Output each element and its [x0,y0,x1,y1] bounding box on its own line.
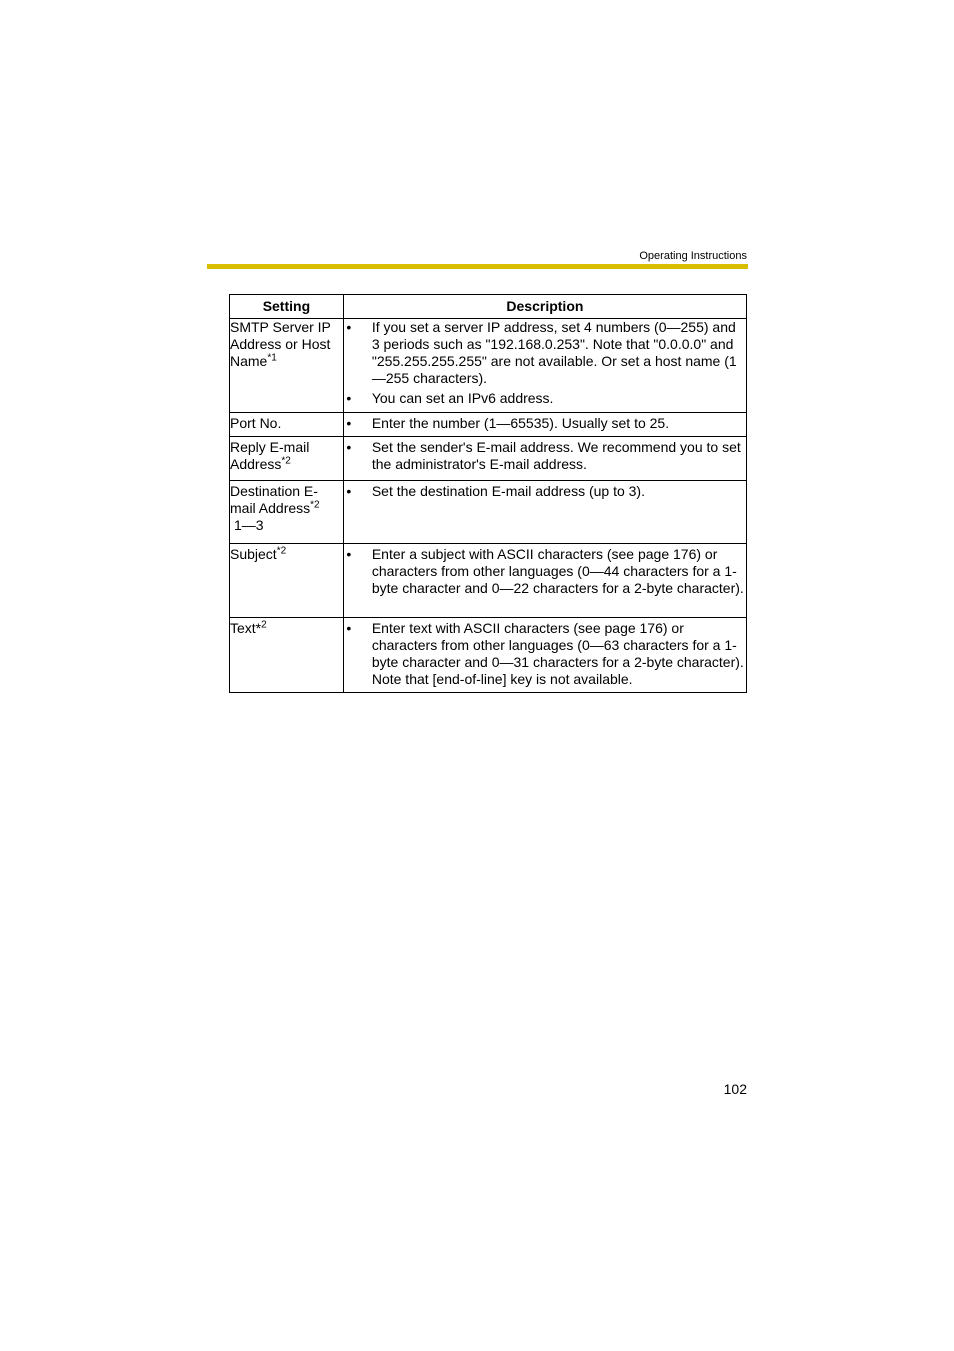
bullet-glyph: • [346,319,352,335]
setting-name: Destination E-mail Address [230,483,318,516]
bullet-glyph: • [346,439,352,455]
list-item: • You can set an IPv6 address. [344,390,746,407]
description-cell [343,413,746,437]
footnote-ref: *1 [267,352,277,364]
footnote-ref: 2 [261,619,267,631]
description-cell [343,481,746,544]
running-header: Operating Instructions [639,250,747,262]
list-item: • If you set a server IP address, set 4 numbers (0—255) and 3 periods such as "192.168.0.253". Note that "0.0.0.0" and "255.255.255.255" are not available. Or set a host name (1—255 characters). [344,319,746,387]
setting-cell [230,413,344,437]
list-item: • Set the destination E-mail address (up to 3). [344,483,746,500]
header-rule [207,264,748,269]
list-item: • Set the sender's E-mail address. We recommend you to set the administrator's E-mail address. [344,439,746,473]
description-cell [343,437,746,481]
setting-cell [230,437,344,481]
table-row [230,413,747,437]
page-number: 102 [723,1081,747,1097]
description-cell [343,618,746,693]
column-header-description: Description [343,295,746,319]
table-row [230,481,747,544]
description-cell [343,544,746,618]
setting-name: SMTP Server IP Address or Host Name [230,319,331,369]
bullet-glyph: • [346,483,352,499]
footnote-ref: *2 [276,545,287,557]
setting-cell [230,481,344,544]
setting-cell [230,544,344,618]
footnote-ref: *2 [281,455,291,467]
table-row [230,544,747,618]
column-header-setting: Setting [230,295,344,319]
list-item: • Enter the number (1—65535). Usually set to 25. [344,415,746,432]
list-item: • Enter a subject with ASCII characters (see page 176) or characters from other languages (0—44 characters for a 1-byte character and 0—22 characters for a 2-byte character). [344,546,746,597]
description-cell [343,319,746,413]
table-header-row [230,295,747,319]
bullet-glyph: • [346,546,352,562]
bullet-glyph: • [346,415,352,431]
setting-name: Subject [230,546,277,562]
setting-cell [230,618,344,693]
footnote-ref: *2 [310,499,320,511]
settings-table [229,294,747,693]
bullet-glyph: • [346,390,352,406]
setting-name: Text* [230,620,262,636]
table-row [230,437,747,481]
setting-name: Reply E-mail Address [230,439,310,472]
setting-range: 1—3 [234,517,264,533]
bullet-glyph: • [346,620,352,636]
list-item: • Enter text with ASCII characters (see page 176) or characters from other languages (0—63 characters for a 1-byte character and 0—31 characters for a 2-byte character). Note that [end-of-line] key is not available. [344,620,746,688]
table-row [230,618,747,693]
setting-name: Port No. [230,415,282,431]
table-row [230,319,747,413]
setting-cell [230,319,344,413]
